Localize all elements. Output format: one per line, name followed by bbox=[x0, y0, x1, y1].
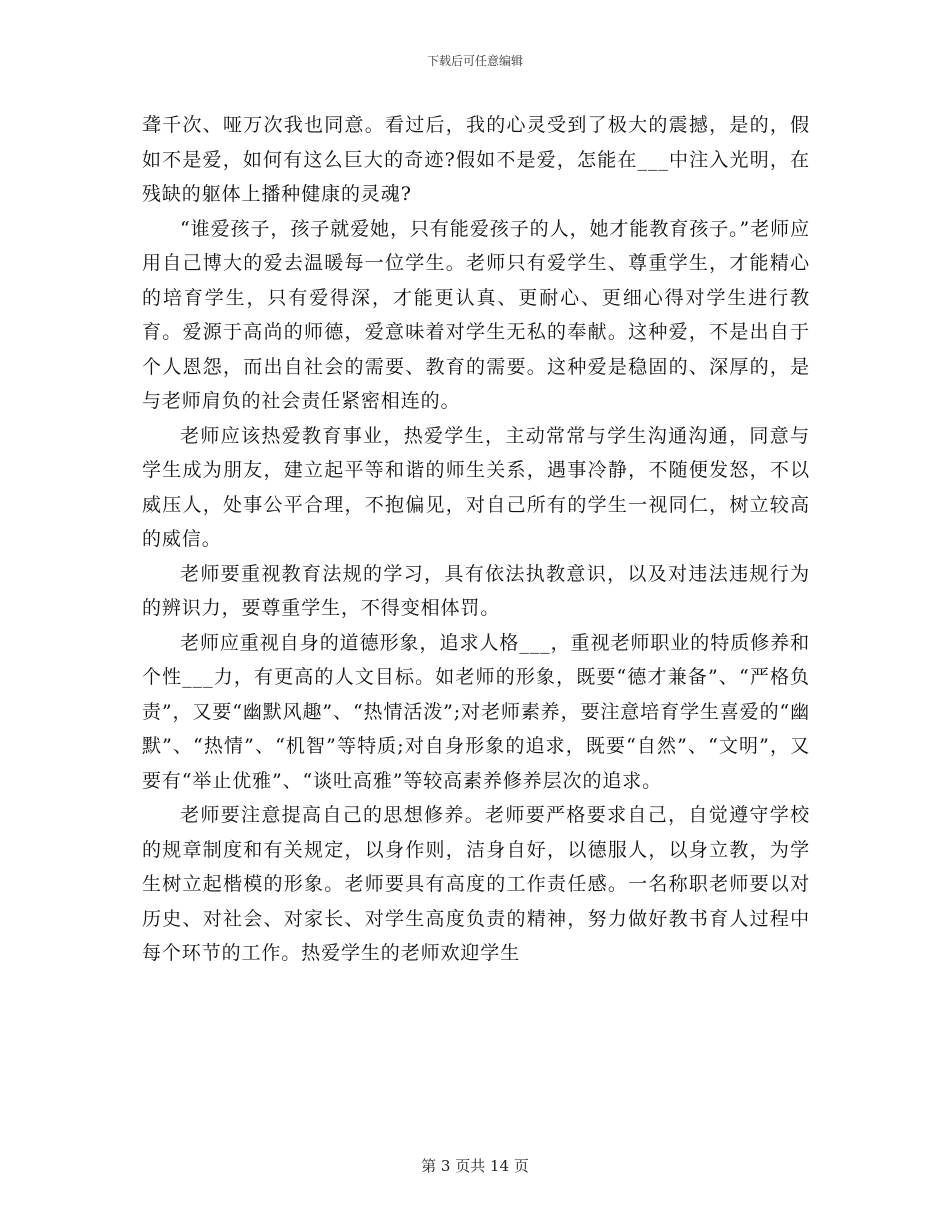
paragraph-6: 老师要注意提高自己的思想修养。老师要严格要求自己，自觉遵守学校的规章制度和有关规定，以身作则，洁身自好，以德服人，以身立教，为学生树立起楷模的形象。老师要具有高度的工作责任感。一名称职老师要以对历史、对社会、对家长、对学生高度负责的精神，努力做好教书育人过程中每个环节的工作。热爱学生的老师欢迎学生 bbox=[142, 804, 810, 964]
paragraph-4: 老师要重视教育法规的学习，具有依法执教意识，以及对违法违规行为的辨识力，要尊重学生，不得变相体罚。 bbox=[142, 562, 810, 619]
paragraph-5: 老师应重视自身的道德形象，追求人格___，重视老师职业的特质修养和个性___力，有更高的人文目标。如老师的形象，既要“德才兼备”、“严格负责”，又要“幽默风趣”、“热情活泼”;对老师素养，要注意培育学生喜爱的“幽默”、“热情”、“机智”等特质;对自身形象的追求，既要“自然”、“文明”，又要有“举止优雅”、“谈吐高雅”等较高素养修养层次的追求。 bbox=[142, 631, 810, 792]
paragraph-1: 聋千次、哑万次我也同意。看过后，我的心灵受到了极大的震撼，是的，假如不是爱，如何有这么巨大的奇迹?假如不是爱，怎能在___中注入光明，在残缺的躯体上播种健康的灵魂? bbox=[142, 114, 810, 205]
paragraph-3: 老师应该热爱教育事业，热爱学生，主动常常与学生沟通沟通，同意与学生成为朋友，建立起平等和谐的师生关系，遇事冷静，不随便发怒，不以威压人，处事公平合理，不抱偏见，对自己所有的学生一视同仁，树立较高的威信。 bbox=[142, 424, 810, 550]
page-header: 下载后可任意编辑 bbox=[426, 54, 523, 68]
document-body bbox=[142, 108, 810, 971]
page-number-footer: 第 3 页共 14 页 bbox=[421, 1157, 529, 1175]
paragraph-2: “谁爱孩子，孩子就爱她，只有能爱孩子的人，她才能教育孩子。”老师应用自己博大的爱去温暖每一位学生。老师只有爱学生、尊重学生，才能精心的培育学生，只有爱得深，才能更认真、更耐心、更细心得对学生进行教育。爱源于高尚的师德，爱意味着对学生无私的奉献。这种爱，不是出自于个人恩怨，而出自社会的需要、教育的需要。这种爱是稳固的、深厚的，是与老师肩负的社会责任紧密相连的。 bbox=[142, 217, 810, 412]
